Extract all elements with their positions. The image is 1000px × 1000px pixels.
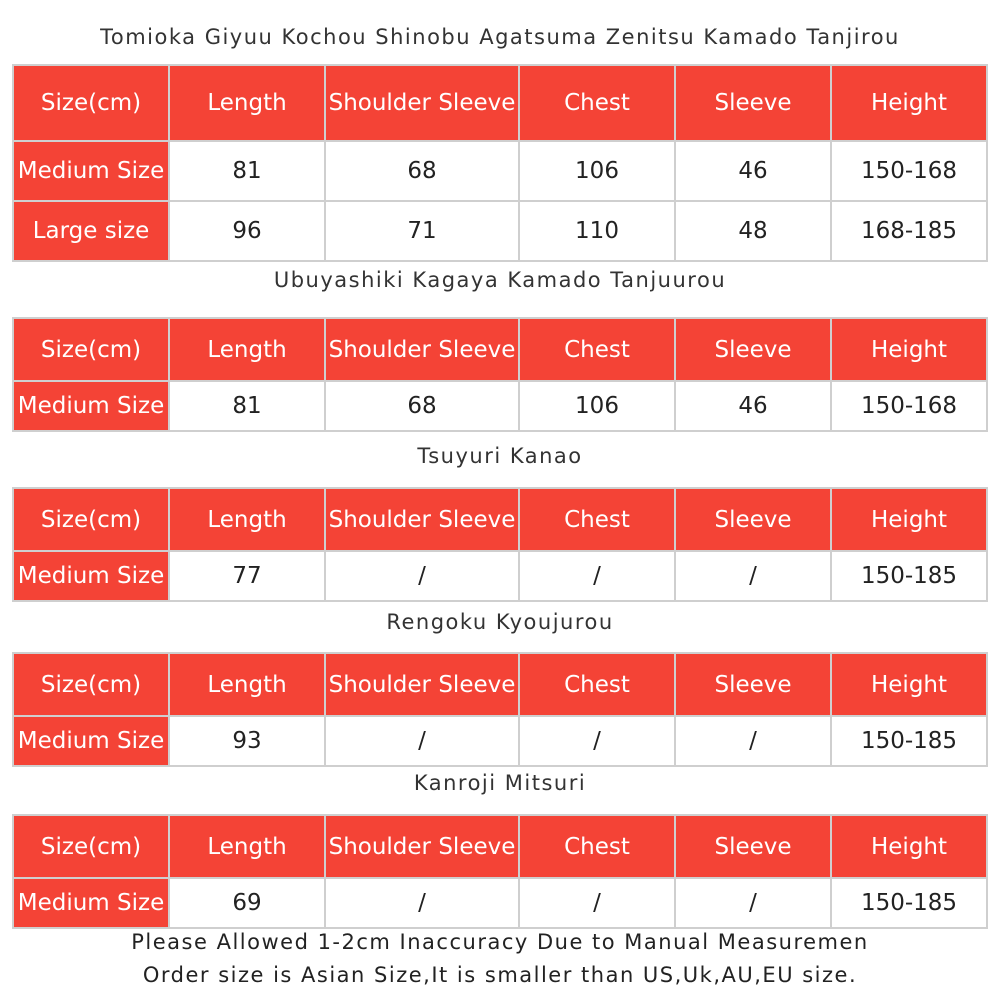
table-row	[13, 878, 987, 928]
value-cell: 150-185	[831, 551, 987, 601]
size-table	[12, 317, 988, 432]
value-cell: /	[675, 716, 831, 766]
size-name-cell: Medium Size	[13, 141, 169, 201]
value-cell: 96	[169, 201, 325, 261]
value-cell: 106	[519, 381, 675, 431]
table-title: Rengoku Kyoujurou	[386, 610, 614, 634]
size-table	[12, 487, 988, 602]
header-cell: Sleeve	[675, 488, 831, 551]
header-cell: Shoulder Sleeve	[325, 65, 519, 141]
header-cell: Length	[169, 488, 325, 551]
table-row	[13, 141, 987, 201]
value-cell: 93	[169, 716, 325, 766]
header-cell: Chest	[519, 65, 675, 141]
header-cell: Height	[831, 488, 987, 551]
header-cell: Length	[169, 653, 325, 716]
value-cell: 46	[675, 141, 831, 201]
size-name-cell: Medium Size	[13, 878, 169, 928]
table-row	[13, 551, 987, 601]
size-table	[12, 64, 988, 262]
value-cell: /	[675, 878, 831, 928]
value-cell: 48	[675, 201, 831, 261]
header-cell: Length	[169, 65, 325, 141]
value-cell: /	[519, 878, 675, 928]
size-name-cell: Medium Size	[13, 381, 169, 431]
table-title: Ubuyashiki Kagaya Kamado Tanjuurou	[273, 268, 727, 292]
asian-size-note: Order size is Asian Size,It is smaller than US,Uk,AU,EU size.	[142, 963, 858, 987]
header-cell: Length	[169, 318, 325, 381]
table-title: Tsuyuri Kanao	[417, 444, 583, 468]
header-cell: Height	[831, 815, 987, 878]
value-cell: 71	[325, 201, 519, 261]
value-cell: 81	[169, 141, 325, 201]
header-cell: Size(cm)	[13, 815, 169, 878]
header-cell: Sleeve	[675, 65, 831, 141]
value-cell: 81	[169, 381, 325, 431]
header-cell: Size(cm)	[13, 65, 169, 141]
size-table	[12, 814, 988, 929]
size-name-cell: Medium Size	[13, 716, 169, 766]
header-cell: Size(cm)	[13, 318, 169, 381]
header-cell: Sleeve	[675, 318, 831, 381]
value-cell: /	[519, 551, 675, 601]
value-cell: 150-185	[831, 716, 987, 766]
size-table	[12, 652, 988, 767]
value-cell: 68	[325, 381, 519, 431]
table-row	[13, 381, 987, 431]
value-cell: 69	[169, 878, 325, 928]
header-cell: Height	[831, 653, 987, 716]
header-row	[13, 65, 987, 141]
header-cell: Length	[169, 815, 325, 878]
table-title: Kanroji Mitsuri	[413, 771, 587, 795]
value-cell: /	[325, 878, 519, 928]
header-cell: Chest	[519, 488, 675, 551]
size-name-cell: Large size	[13, 201, 169, 261]
header-cell: Size(cm)	[13, 653, 169, 716]
value-cell: 68	[325, 141, 519, 201]
value-cell: 106	[519, 141, 675, 201]
header-cell: Size(cm)	[13, 488, 169, 551]
header-cell: Sleeve	[675, 653, 831, 716]
header-cell: Chest	[519, 653, 675, 716]
value-cell: 150-168	[831, 141, 987, 201]
value-cell: /	[675, 551, 831, 601]
value-cell: 150-168	[831, 381, 987, 431]
value-cell: /	[325, 551, 519, 601]
header-cell: Shoulder Sleeve	[325, 815, 519, 878]
inaccuracy-note: Please Allowed 1-2cm Inaccuracy Due to Manual Measuremen	[131, 930, 869, 954]
value-cell: 110	[519, 201, 675, 261]
header-cell: Chest	[519, 318, 675, 381]
header-row	[13, 653, 987, 716]
header-cell: Chest	[519, 815, 675, 878]
header-cell: Shoulder Sleeve	[325, 653, 519, 716]
size-name-cell: Medium Size	[13, 551, 169, 601]
value-cell: /	[519, 716, 675, 766]
value-cell: 168-185	[831, 201, 987, 261]
header-cell: Height	[831, 318, 987, 381]
table-row	[13, 716, 987, 766]
header-cell: Height	[831, 65, 987, 141]
value-cell: /	[325, 716, 519, 766]
value-cell: 77	[169, 551, 325, 601]
value-cell: 46	[675, 381, 831, 431]
header-cell: Sleeve	[675, 815, 831, 878]
header-row	[13, 815, 987, 878]
value-cell: 150-185	[831, 878, 987, 928]
header-row	[13, 488, 987, 551]
header-cell: Shoulder Sleeve	[325, 318, 519, 381]
header-row	[13, 318, 987, 381]
table-row	[13, 201, 987, 261]
header-cell: Shoulder Sleeve	[325, 488, 519, 551]
table-title: Tomioka Giyuu Kochou Shinobu Agatsuma Zenitsu Kamado Tanjirou	[100, 25, 900, 49]
